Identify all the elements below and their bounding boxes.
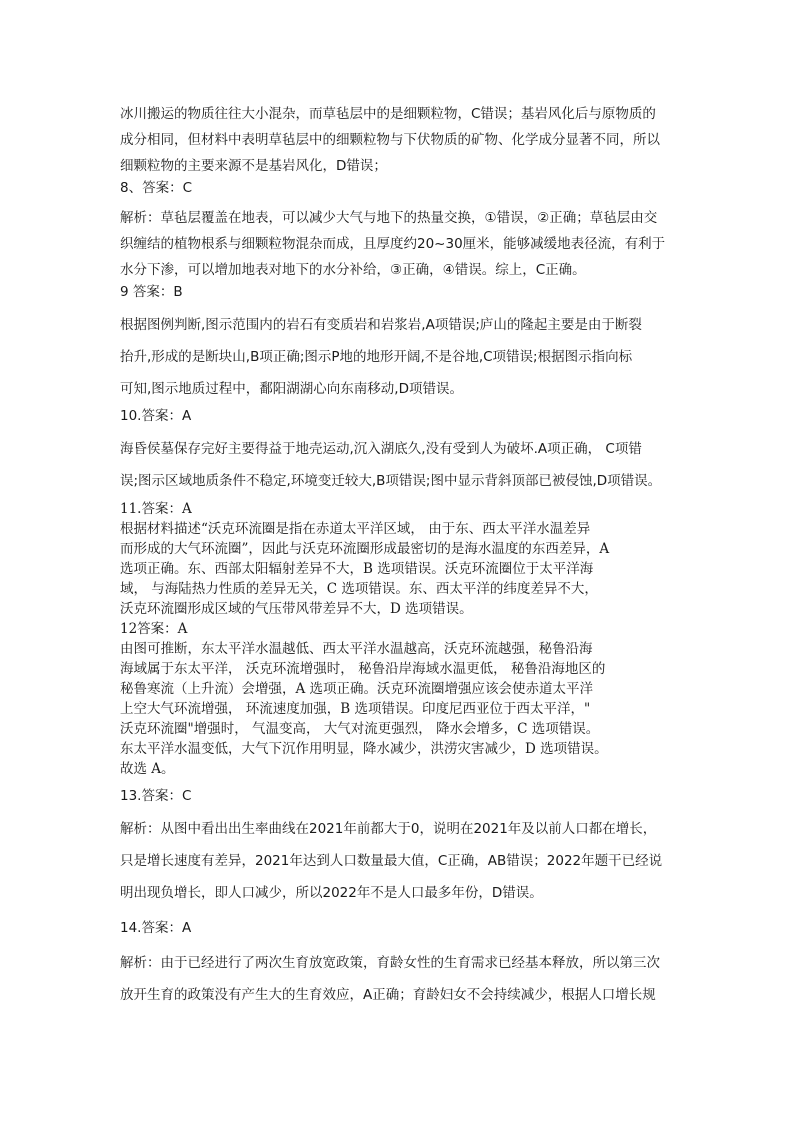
text-line: 海域属于东太平洋， 沃克环流增强时， 秘鲁沿岸海域水温更低， 秘鲁沿海地区的 (120, 661, 606, 677)
answer-heading-q10: 10.答案：A (120, 408, 192, 424)
explanation-paragraph (120, 519, 680, 619)
explanation-paragraph (120, 813, 680, 909)
text-line: 根据图例判断,图示范围内的岩石有变质岩和岩浆岩,A项错误;庐山的隆起主要是由于断裂 (120, 317, 642, 333)
text-line: 只是增长速度有差异，2021年达到人口数量最大值，C正确，AB错误；2022年题干已经说 (120, 853, 663, 869)
text-line: 故选 A。 (120, 761, 175, 777)
text-line: 细颗粒物的主要来源不是基岩风化，D错误； (120, 158, 387, 174)
text-line: 水分下渗，可以增加地表对地下的水分补给，③正确，④错误。综上，C正确。 (120, 262, 586, 278)
explanation-paragraph (120, 947, 680, 1011)
text-line: 域， 与海陆热力性质的差异无关，C 选项错误。东、西太平洋的纬度差异不大， (120, 581, 598, 597)
answer-heading-q11: 11.答案：A (120, 501, 192, 517)
text-line: 选项正确。东、西部太阳辐射差异不大，B 选项错误。沃克环流圈位于太平洋海 (120, 561, 594, 577)
text-line: 冰川搬运的物质往往大小混杂，而草毡层中的是细颗粒物，C错误；基岩风化后与原物质的 (120, 106, 656, 122)
explanation-paragraph (120, 433, 680, 497)
text-line: 解析：草毡层覆盖在地表，可以减少大气与地下的热量交换，①错误，②正确；草毡层由交 (120, 210, 658, 226)
answer-heading-q14: 14.答案：A (120, 920, 192, 936)
text-line: 解析：从图中看出出生率曲线在2021年前都大于0，说明在2021年及以前人口都在增长， (120, 821, 657, 837)
text-line: 放开生育的政策没有产生大的生育效应，A正确；育龄妇女不会持续减少，根据人口增长规 (120, 987, 656, 1003)
text-line: 根据材料描述“沃克环流圈是指在赤道太平洋区域， 由于东、西太平洋水温差异 (120, 521, 591, 537)
text-line: 秘鲁寒流（上升流）会增强，A 选项正确。沃克环流圈增强应该会使赤道太平洋 (120, 681, 594, 697)
text-line: 由图可推断，东太平洋水温越低、西太平洋水温越高，沃克环流越强，秘鲁沿海 (120, 641, 593, 657)
text-line: 而形成的大气环流圈”，因此与沃克环流圈形成最密切的是海水温度的东西差异，A (120, 541, 610, 557)
text-line: 东太平洋水温变低，大气下沉作用明显，降水减少，洪涝灾害减少，D 选项错误。 (120, 741, 608, 757)
text-line: 明出现负增长，即人口减少，所以2022年不是人口最多年份，D错误。 (120, 885, 543, 901)
answer-heading-q9: 9 答案：B (120, 284, 183, 300)
answer-heading-q12: 12答案：A (120, 621, 188, 637)
text-line: 海昏侯墓保存完好主要得益于地壳运动,沉入湖底久,没有受到人为破坏.A项正确， C项错 (120, 441, 642, 457)
explanation-paragraph (120, 309, 680, 405)
explanation-paragraph (120, 639, 680, 779)
text-line: 抬升,形成的是断块山,B项正确;图示P地的地形开阔,不是谷地,C项错误;根据图示指向标 (120, 349, 633, 365)
document-body (120, 101, 680, 1011)
text-line: 可知,图示地质过程中，鄱阳湖湖心向东南移动,D项错误。 (120, 381, 463, 397)
text-line: 织缠结的植物根系与细颗粒物混杂而成，且厚度约20~30厘米，能够减缓地表径流，有利于 (120, 236, 666, 252)
explanation-paragraph (120, 101, 680, 179)
text-line: 解析：由于已经进行了两次生育放宽政策，育龄女性的生育需求已经基本释放，所以第三次 (120, 955, 660, 971)
text-line: 误;图示区域地质条件不稳定,环境变迁较大,B项错误;图中显示背斜顶部已被侵蚀,D项错误。 (120, 473, 662, 489)
explanation-paragraph (120, 205, 680, 283)
text-line: 成分相同，但材料中表明草毡层中的细颗粒物与下伏物质的矿物、化学成分显著不同，所以 (120, 132, 660, 148)
text-line: 上空大气环流增强， 环流速度加强，B 选项错误。印度尼西亚位于西太平洋，" (120, 701, 591, 717)
answer-heading-q13: 13.答案：C (120, 788, 192, 804)
text-line: 沃克环流圈形成区域的气压带风带差异不大，D 选项错误。 (120, 601, 473, 617)
text-line: 沃克环流圈"增强时， 气温变高， 大气对流更强烈， 降水会增多，C 选项错误。 (120, 721, 600, 737)
answer-heading-q8: 8、答案：C (120, 180, 193, 196)
